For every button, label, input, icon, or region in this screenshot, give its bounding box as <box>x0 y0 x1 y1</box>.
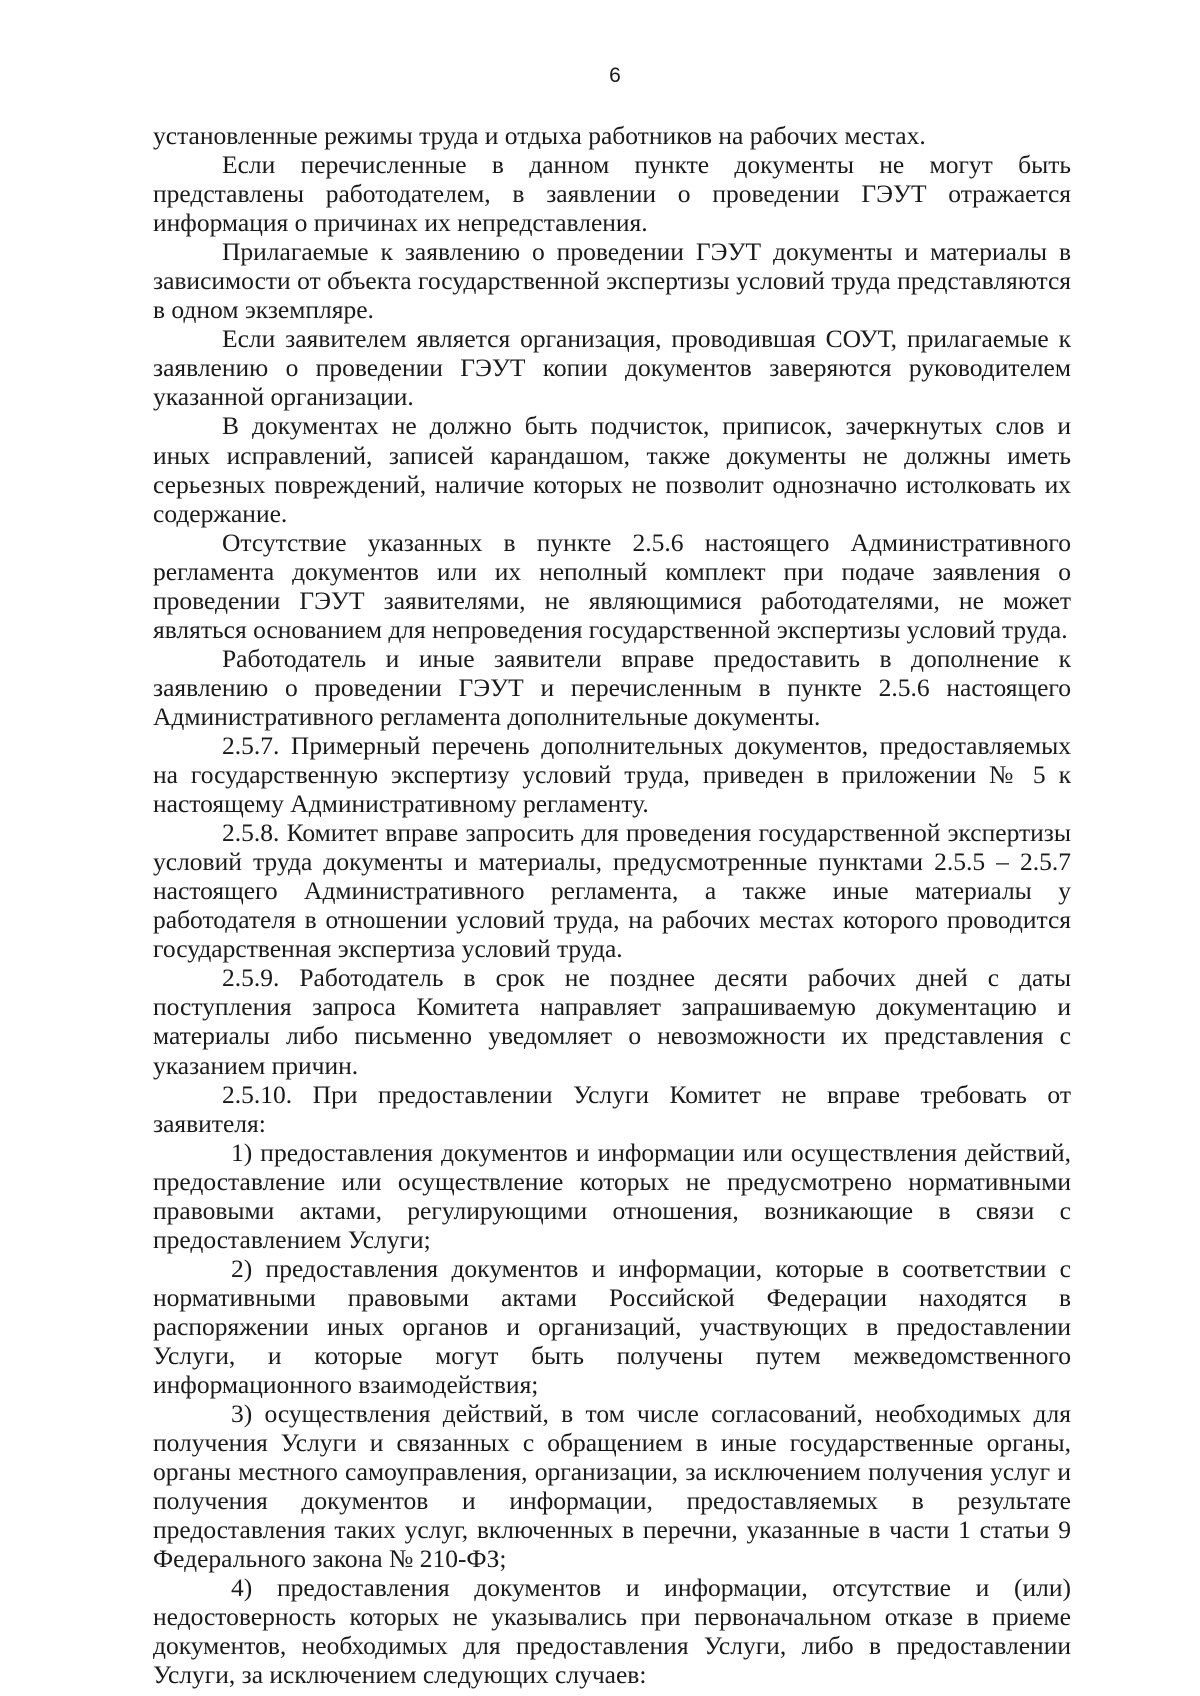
list-item-4: 4) предоставления документов и информации, отсутствие и (или) недостоверность которых не указывались при первоначальном отказе в приеме документов, необходимых для предоставления Услуги, либо в предоставлении Услуги, за исключением следующих случаев: <box>153 1573 1071 1690</box>
paragraph-unsubmitted-documents: Если перечисленные в данном пункте документы не могут быть представлены работодателем, в заявлении о проведении ГЭУТ отражается информация о причинах их непредставления. <box>153 150 1071 238</box>
paragraph-continuation: установленные режимы труда и отдыха работников на рабочих местах. <box>153 121 926 150</box>
clause-2-5-8: 2.5.8. Комитет вправе запросить для проведения государственной экспертизы условий труда документы и материалы, предусмотренные пунктами 2.5.5 – 2.5.7 настоящего Административного регламента, а также иные материалы у работодателя в отношении условий труда, на рабочих местах которого проводится государственная экспертиза условий труда. <box>153 818 1071 964</box>
clause-2-5-10: 2.5.10. При предоставлении Услуги Комитет не вправе требовать от заявителя: <box>153 1079 1071 1138</box>
list-item-3: 3) осуществления действий, в том числе согласований, необходимых для получения Услуги и связанных с обращением в иные государственные органы, органы местного самоуправления, организации, за исключением получения услуг и получения документов и информации, предоставляемых в результате предоставления таких услуг, включенных в перечни, указанные в части 1 статьи 9 Федерального закона № 210-ФЗ; <box>153 1399 1071 1574</box>
list-item-1: 1) предоставления документов и информации или осуществления действий, предоставление или осуществление которых не предусмотрено нормативными правовыми актами, регулирующими отношения, возникающие в связи с предоставлением Услуги; <box>153 1137 1071 1254</box>
paragraph-document-requirements: В документах не должно быть подчисток, приписок, зачеркнутых слов и иных исправлений, записей карандашом, также документы не должны иметь серьезных повреждений, наличие которых не позволит однозначно истолковать их содержание. <box>153 411 1071 528</box>
page-number: 6 <box>609 64 621 87</box>
paragraph-missing-documents: Отсутствие указанных в пункте 2.5.6 настоящего Административного регламента документов или их неполный комплект при подаче заявления о проведении ГЭУТ заявителями, не являющимися работодателями, не может являться основанием для непроведения государственной экспертизы условий труда. <box>153 527 1071 644</box>
list-item-2: 2) предоставления документов и информации, которые в соответствии с нормативными правовыми актами Российской Федерации находятся в распоряжении иных органов и организаций, участвующих в предоставлении Услуги, и которые могут быть получены путем межведомственного информационного взаимодействия; <box>153 1253 1071 1400</box>
clause-2-5-9: 2.5.9. Работодатель в срок не позднее десяти рабочих дней с даты поступления запроса Комитета направляет запрашиваемую документацию и материалы либо письменно уведомляет о невозможности их представления с указанием причин. <box>153 963 1071 1080</box>
paragraph-additional-documents: Работодатель и иные заявители вправе предоставить в дополнение к заявлению о проведении ГЭУТ и перечисленным в пункте 2.5.6 настоящего Административного регламента дополнительные документы. <box>153 643 1071 731</box>
document-body <box>153 121 1071 1690</box>
paragraph-attached-documents: Прилагаемые к заявлению о проведении ГЭУТ документы и материалы в зависимости от объекта государственной экспертизы условий труда представляются в одном экземпляре. <box>153 237 1071 325</box>
paragraph-applicant-organization: Если заявителем является организация, проводившая СОУТ, прилагаемые к заявлению о проведении ГЭУТ копии документов заверяются руководителем указанной организации. <box>153 324 1071 412</box>
clause-2-5-7: 2.5.7. Примерный перечень дополнительных документов, предоставляемых на государственную экспертизу условий труда, приведен в приложении № 5 к настоящему Административному регламенту. <box>153 730 1071 819</box>
